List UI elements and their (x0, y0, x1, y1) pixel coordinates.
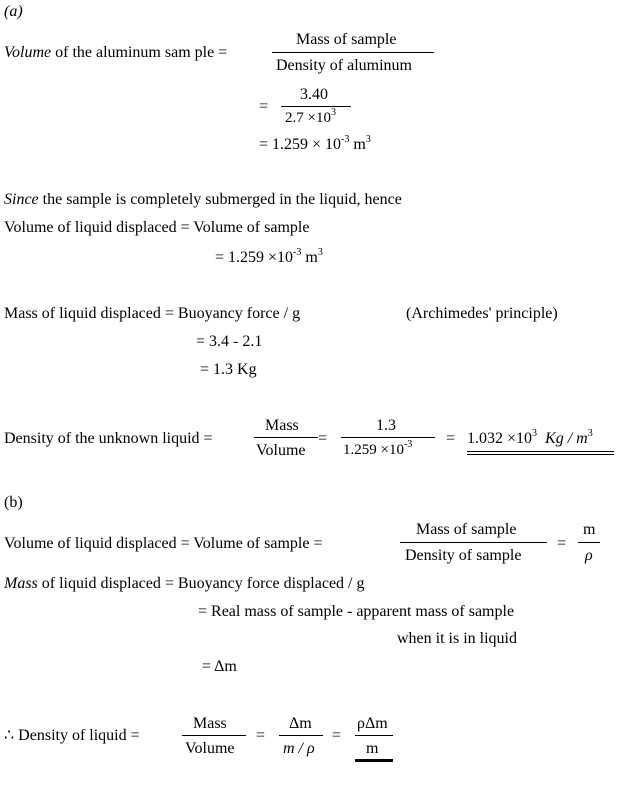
fraction-bar (281, 106, 351, 107)
since-line (4, 192, 402, 208)
density-numerator: Mass (265, 417, 299, 434)
fraction-bar (341, 437, 435, 438)
fraction-bar (279, 735, 323, 736)
since-rest: the sample is completely submerged in the liquid, hence (38, 191, 402, 208)
fraction-bar (578, 542, 600, 543)
b-vld-denominator-2: ρ (585, 547, 593, 564)
b-mass-step-1: = Real mass of sample - apparent mass of sample (198, 603, 515, 620)
result-base: = 1.259 × 10 (259, 136, 342, 153)
volume-result (259, 134, 371, 153)
vld-unit: m (301, 249, 318, 266)
result-exponent: -3 (341, 134, 350, 145)
b-d-numerator-2: Δm (289, 715, 312, 732)
final-underline (355, 759, 393, 762)
part-b-label: (b) (4, 494, 23, 511)
b-d-numerator: Mass (193, 715, 227, 732)
b-vld-denominator: Density of sample (405, 547, 522, 564)
answer-underline-1 (467, 451, 614, 452)
dens-den2-exponent: -3 (403, 439, 413, 450)
value-den-base: 2.7 ×10 (285, 110, 331, 126)
vld-exponent: -3 (293, 247, 302, 258)
vol-denominator: Density of aluminum (276, 57, 412, 74)
fraction-bar (254, 437, 318, 438)
mass-displaced-line: Mass of liquid displaced = Buoyancy force / g (4, 305, 301, 322)
fraction-bar (272, 52, 434, 53)
archimedes-note: (Archimedes' principle) (406, 305, 558, 322)
vol-numerator: Mass of sample (296, 31, 397, 48)
mass-step-2: = 1.3 Kg (200, 361, 257, 378)
volume-word: Volume (4, 44, 52, 61)
b-mass-step-1b: when it is in liquid (397, 630, 517, 647)
mass-word: Mass (4, 575, 38, 592)
value-numerator: 3.40 (300, 86, 328, 103)
mass-step-1: = 3.4 - 2.1 (196, 333, 263, 350)
volume-aluminum-lhs (4, 45, 227, 61)
equals-sign: = (332, 727, 342, 744)
answer-unit-exponent: 3 (587, 428, 593, 439)
equals-sign: = (259, 98, 269, 115)
volume-rest: of the aluminum sam ple = (51, 44, 228, 61)
b-density-lhs: ∴ Density of liquid = (4, 727, 140, 744)
b-mass-displaced-line (4, 576, 365, 592)
answer-exponent: 3 (532, 428, 538, 439)
vld-base: = 1.259 ×10 (215, 249, 294, 266)
density-denominator: Volume (256, 442, 306, 459)
b-volume-displaced-line: Volume of liquid displaced = Volume of sample = (4, 535, 323, 552)
b-mass-step-2: = Δm (202, 658, 237, 675)
density-denominator-2 (343, 439, 413, 458)
answer-unit: Kg / m (545, 430, 588, 447)
equals-sign: = (256, 727, 266, 744)
b-d-denominator-2: m / ρ (283, 740, 315, 757)
b-vld-numerator: Mass of sample (416, 521, 517, 538)
equals-sign: = (318, 430, 328, 447)
value-denominator (285, 107, 336, 126)
answer-base: 1.032 ×10 (467, 430, 533, 447)
density-lhs: Density of the unknown liquid = (4, 430, 213, 447)
b-d-numerator-3: ρΔm (357, 715, 388, 732)
density-numerator-2: 1.3 (376, 417, 396, 434)
since-word: Since (4, 191, 39, 208)
part-a-label: (a) (4, 3, 23, 20)
equals-sign: = (446, 430, 456, 447)
fraction-bar (355, 735, 393, 736)
b-vld-numerator-2: m (583, 521, 596, 538)
volume-displaced-line: Volume of liquid displaced = Volume of sample (4, 219, 310, 236)
equals-sign: = (557, 535, 567, 552)
volume-displaced-value (215, 247, 323, 266)
density-answer (467, 428, 593, 447)
fraction-bar (400, 542, 547, 543)
result-unit: m (349, 136, 366, 153)
fraction-bar (182, 735, 246, 736)
value-den-exponent: 3 (330, 107, 336, 118)
result-unit-exponent: 3 (365, 134, 371, 145)
dens-den2-base: 1.259 ×10 (343, 442, 404, 458)
b-d-denominator: Volume (185, 740, 235, 757)
mass-rest: of liquid displaced = Buoyancy force displaced / g (37, 575, 365, 592)
vld-unit-exponent: 3 (317, 247, 323, 258)
b-d-denominator-3: m (366, 740, 379, 757)
answer-underline-2 (467, 454, 614, 455)
